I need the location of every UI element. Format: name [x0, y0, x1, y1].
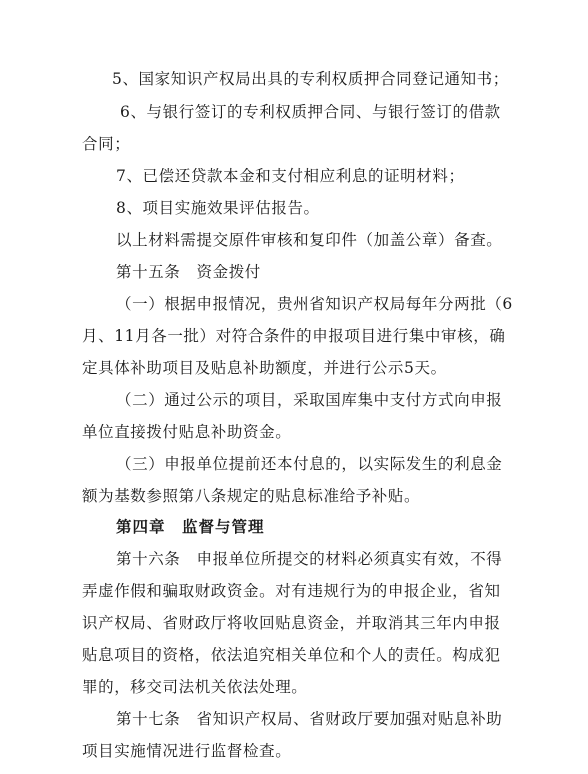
text-line: 识产权局、省财政厅将收回贴息资金，并取消其三年内申报	[82, 614, 501, 632]
text-line: 合同；	[82, 135, 131, 153]
text-line: （二）通过公示的项目，采取国库集中支付方式向申报	[116, 391, 503, 409]
text-line: （一）根据申报情况，贵州省知识产权局每年分两批（6	[116, 295, 513, 313]
text-line: 单位直接拨付贴息补助资金。	[82, 423, 292, 441]
text-line: 5、国家知识产权局出具的专利权质押合同登记通知书；	[112, 70, 509, 88]
text-line: 弄虚作假和骗取财政资金。对有违规行为的申报企业，省知	[82, 582, 501, 600]
text-line: 月、11月各一批）对符合条件的申报项目进行集中审核，确	[82, 327, 506, 345]
text-line: 以上材料需提交原件审核和复印件（加盖公章）备查。	[116, 231, 503, 249]
text-line: （三）申报单位提前还本付息的，以实际发生的利息金	[116, 455, 503, 473]
text-line: 第十七条 省知识产权局、省财政厅要加强对贴息补助	[116, 710, 503, 728]
text-line: 8、项目实施效果评估报告。	[116, 199, 320, 217]
chapter-heading: 第四章 监督与管理	[116, 518, 265, 536]
text-line: 项目实施情况进行监督检查。	[82, 742, 292, 760]
text-line: 额为基数参照第八条规定的贴息标准给予补贴。	[82, 487, 421, 505]
text-line: 6、与银行签订的专利权质押合同、与银行签订的借款	[120, 103, 501, 121]
text-line: 贴息项目的资格，依法追究相关单位和个人的责任。构成犯	[82, 646, 501, 664]
text-line: 第十六条 申报单位所提交的材料必须真实有效，不得	[116, 550, 503, 568]
text-line: 定具体补助项目及贴息补助额度，并进行公示5天。	[82, 359, 447, 377]
text-line: 7、已偿还贷款本金和支付相应利息的证明材料；	[116, 167, 465, 185]
text-line: 罪的，移交司法机关依法处理。	[82, 678, 308, 696]
article-heading: 第十五条 资金拨付	[116, 263, 261, 281]
